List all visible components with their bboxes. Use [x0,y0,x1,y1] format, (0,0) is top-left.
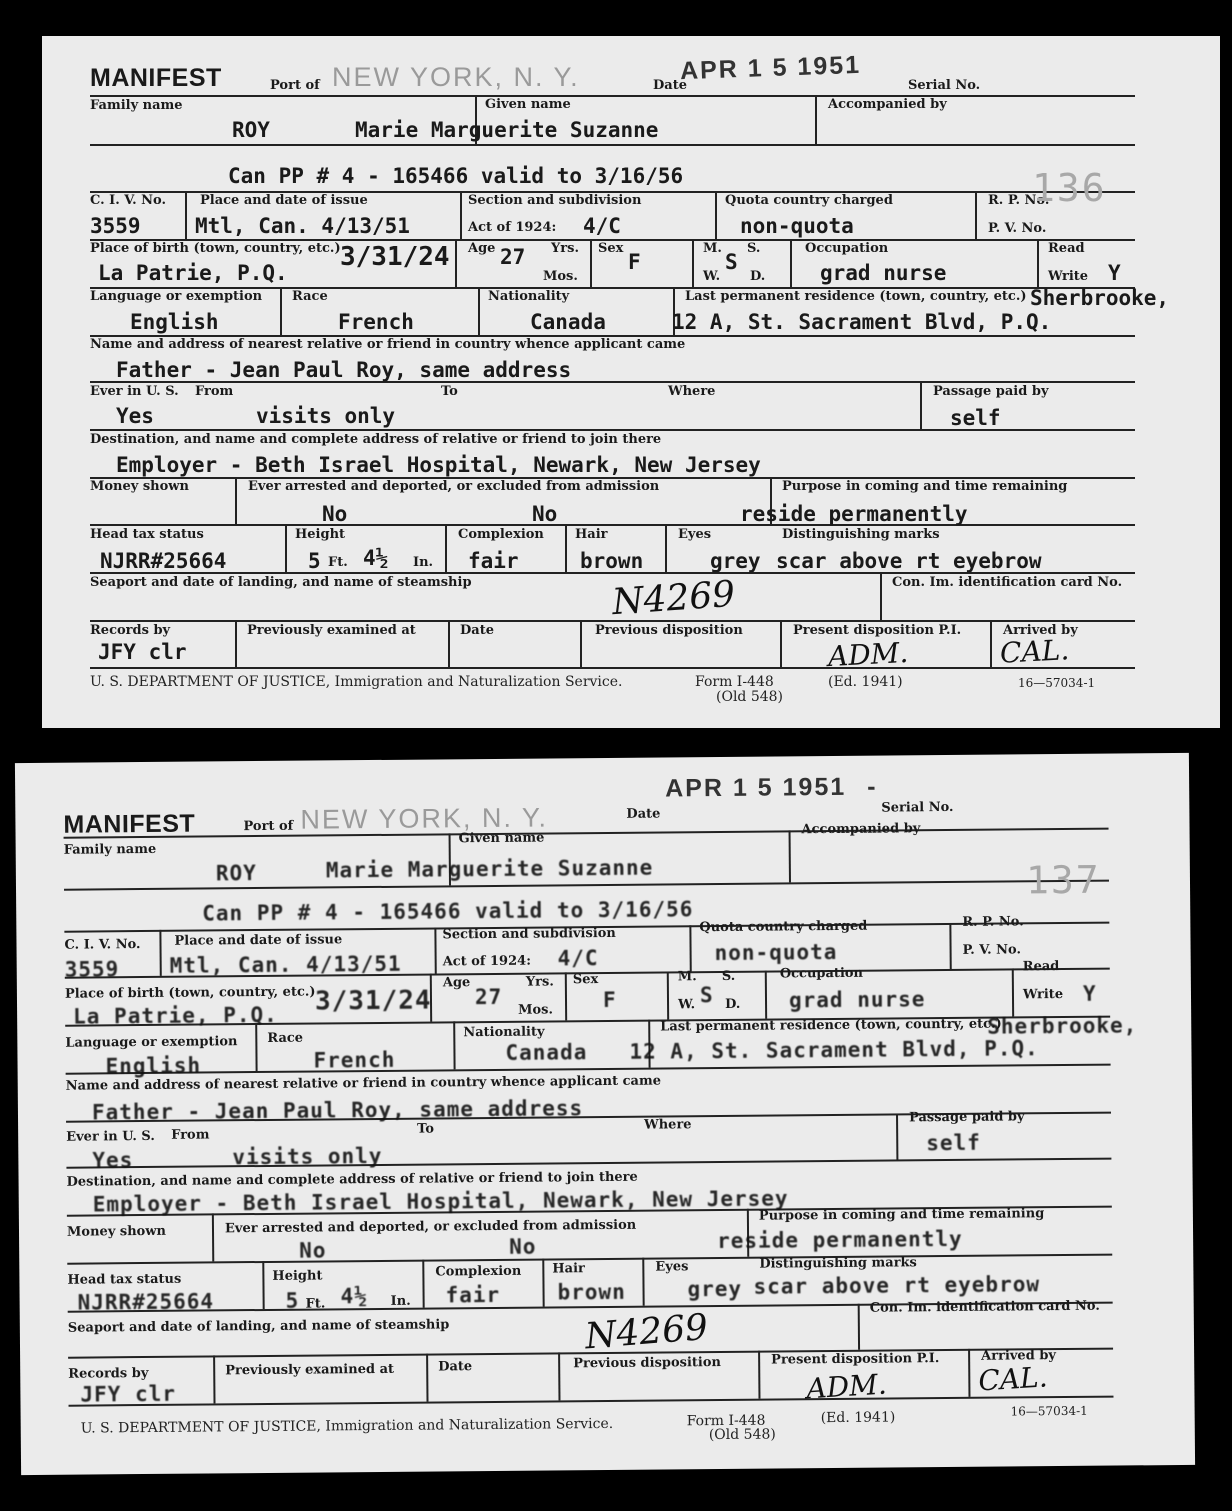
purpose-value: reside permanently [717,1226,963,1254]
arrived-handwritten-value: CAL. [977,1360,1049,1398]
place-date-issue-value: Mtl, Can. 4/13/51 [169,951,402,978]
label-pv-no: P. V. No. [962,942,1022,958]
label-from: From [195,384,234,399]
last-residence-city: Sherbrooke, [1030,286,1170,310]
age-value: 27 [474,984,503,1010]
label-head-tax: Head tax status [67,1271,182,1288]
label-distinguishing: Distinguishing marks [782,527,940,542]
label-prev-disposition: Previous disposition [595,623,743,638]
label-s: S. [721,968,736,984]
label-w: W. [703,269,721,284]
label-w: W. [677,997,696,1013]
age-value: 27 [500,245,526,269]
label-complexion: Complexion [435,1263,522,1280]
excluded-value: No [509,1234,537,1259]
height-ft-value: 5 [285,1288,300,1313]
eyes-value: grey [710,549,761,573]
label-write: Write [1048,269,1089,284]
label-race: Race [292,289,328,304]
seaport-handwritten-value: N4269 [583,1306,710,1358]
label-write: Write [1022,986,1064,1003]
label-read: Read [1022,959,1060,975]
label-port-of: Port of [243,818,294,835]
label-place-of-birth: Place of birth (town, country, etc.) [64,984,316,1002]
label-passage-paid: Passage paid by [933,384,1049,399]
height-in-value: 4½ [363,546,389,570]
label-prev-examined: Previously examined at [225,1361,395,1379]
label-ft: Ft. [305,1296,326,1312]
serial-stamp: 137 [1025,857,1101,903]
eyes-value: grey [687,1276,743,1302]
label-sex: Sex [572,972,599,988]
label-rp-no: R. P. No. [988,193,1050,208]
family-name-value: ROY [215,861,257,886]
label-date-2: Date [438,1359,473,1375]
label-family-name: Family name [90,98,183,113]
label-hair: Hair [575,527,608,542]
records-value: JFY clr [80,1381,177,1407]
footer-department: U. S. DEPARTMENT OF JUSTICE, Immigration and Naturalization Service. [80,1415,614,1437]
marks-value: scar above rt eyebrow [753,1272,1041,1299]
label-given-name: Given name [458,830,545,847]
label-ever-in-us: Ever in U. S. [90,384,179,399]
label-port-of: Port of [270,78,320,93]
hair-value: brown [557,1279,626,1305]
records-value: JFY clr [98,640,187,664]
label-ever-arrested: Ever arrested and deported, or excluded from admission [224,1217,637,1237]
label-arrived-by: Arrived by [1003,623,1078,638]
label-place-date-issue: Place and date of issue [200,193,368,208]
date-stamp-dash: - [867,772,878,801]
label-section-subdivision: Section and subdivision [442,925,616,943]
label-serial-no: Serial No. [908,78,981,93]
last-residence-city: Sherbrooke, [987,1013,1138,1039]
label-nearest-relative: Name and address of nearest relative or friend in country whence applicant came [65,1073,662,1094]
disposition-handwritten-value: ADM. [805,1367,888,1406]
passage-value: self [926,1130,981,1156]
relative-value: Father - Jean Paul Roy, same address [116,358,572,382]
form-title: MANIFEST [90,64,222,92]
last-residence-value: 12 A, St. Sacrament Blvd, P.Q. [672,310,1052,334]
civ-no-value: 3559 [90,214,141,238]
label-in: In. [390,1293,411,1309]
label-money-shown: Money shown [66,1223,167,1240]
label-records-by: Records by [90,623,171,638]
label-d: D. [724,996,741,1012]
label-date: Date [626,806,661,822]
seaport-handwritten-value: N4269 [610,573,737,624]
language-value: English [130,310,219,334]
visits-value: visits only [232,1143,383,1170]
label-in: In. [413,555,434,570]
label-con-im: Con. Im. identification card No. [892,575,1123,590]
ever-in-us-value: Yes [92,1148,134,1173]
label-passage-paid: Passage paid by [908,1109,1025,1126]
complexion-value: fair [445,1282,501,1308]
place-date-issue-value: Mtl, Can. 4/13/51 [195,214,410,238]
civ-no-value: 3559 [64,957,120,982]
label-nationality: Nationality [463,1024,545,1041]
serial-stamp: 136 [1032,166,1107,210]
label-civ-no: C. I. V. No. [90,193,167,208]
label-pv-no: P. V. No. [988,221,1047,236]
footer-edition: (Ed. 1941) [820,1409,896,1427]
label-con-im: Con. Im. identification card No. [869,1298,1100,1316]
label-prev-examined: Previously examined at [247,623,416,638]
label-sex: Sex [598,241,624,256]
passport-line: Can PP # 4 - 165466 valid to 3/16/56 [228,164,684,188]
label-d: D. [750,269,766,284]
label-age: Age [442,975,471,991]
label-purpose: Purpose in coming and time remaining [782,479,1068,494]
label-s: S. [747,241,761,256]
label-occupation: Occupation [779,965,864,982]
act-value: 4/C [583,214,621,238]
passage-value: self [950,406,1001,430]
purpose-value: reside permanently [740,502,968,526]
last-residence-value: 12 A, St. Sacrament Blvd, P.Q. [629,1036,1039,1064]
label-last-residence: Last permanent residence (town, country, etc.) [685,289,1027,304]
manifest-card-1 [42,36,1220,728]
relative-value: Father - Jean Paul Roy, same address [91,1096,584,1125]
height-in-value: 4½ [340,1284,368,1309]
form-title: MANIFEST [63,809,196,839]
label-act-1924: Act of 1924: [442,953,532,970]
race-value: French [338,310,414,334]
label-race: Race [267,1030,304,1046]
label-date: Date [653,78,687,93]
label-occupation: Occupation [805,241,889,256]
label-present-disposition: Present disposition P.I. [793,623,962,638]
label-ever-in-us: Ever in U. S. [66,1128,155,1145]
birth-place-value: La Patrie, P.Q. [73,1002,278,1029]
read-write-value: Y [1082,981,1097,1006]
label-nationality: Nationality [488,289,570,304]
label-serial-no: Serial No. [881,799,954,816]
passport-line: Can PP # 4 - 165466 valid to 3/16/56 [202,897,694,926]
label-accompanied-by: Accompanied by [801,821,921,838]
nationality-value: Canada [530,310,606,334]
head-tax-value: NJRR#25664 [100,549,227,573]
marital-value: S [699,983,714,1008]
label-age: Age [468,241,496,256]
port-stamp: NEW YORK, N. Y. [300,802,549,835]
label-yrs: Yrs. [551,241,579,256]
label-section-subdivision: Section and subdivision [468,193,642,208]
label-records-by: Records by [68,1365,149,1382]
label-place-date-issue: Place and date of issue [174,932,343,949]
hair-value: brown [580,549,644,573]
label-height: Height [272,1268,323,1284]
sex-value: F [602,987,617,1013]
footer-form: Form I-448 [686,1412,766,1430]
footer-old-form: (Old 548) [716,689,784,705]
arrived-handwritten-value: CAL. [999,633,1070,670]
label-money-shown: Money shown [90,479,189,494]
label-head-tax: Head tax status [90,527,204,542]
footer-form: Form I-448 [695,674,774,690]
label-quota-country: Quota country charged [699,918,868,936]
label-family-name: Family name [63,841,157,858]
label-read: Read [1048,241,1085,256]
language-value: English [105,1053,202,1079]
label-last-residence: Last permanent residence (town, country, etc.) [660,1016,1002,1035]
label-to: To [417,1121,435,1137]
footer-code: 16—57034-1 [1018,676,1096,690]
complexion-value: fair [468,549,519,573]
label-place-of-birth: Place of birth (town, country, etc.) [90,241,341,256]
height-ft-value: 5 [308,549,321,573]
port-stamp: NEW YORK, N. Y. [332,62,580,92]
label-given-name: Given name [485,97,571,112]
occupation-value: grad nurse [788,987,926,1013]
given-name-value: Marie Marguerite Suzanne [325,855,654,883]
label-height: Height [295,527,346,542]
label-accompanied-by: Accompanied by [828,97,947,112]
footer-edition: (Ed. 1941) [828,674,903,690]
arrested-value: No [299,1238,327,1263]
label-prev-disposition: Previous disposition [573,1354,722,1372]
label-ft: Ft. [328,555,348,570]
sex-value: F [628,250,641,274]
label-m: M. [677,969,697,985]
ever-in-us-value: Yes [116,404,154,428]
birth-date-value: 3/31/24 [314,985,432,1017]
label-eyes: Eyes [678,527,712,542]
label-seaport: Seaport and date of landing, and name of steamship [67,1317,450,1336]
head-tax-value: NJRR#25664 [77,1289,215,1315]
manifest-card-2 [15,753,1195,1475]
label-from: From [171,1127,210,1143]
label-where: Where [668,384,716,399]
quota-value: non-quota [714,939,838,966]
label-yrs: Yrs. [525,974,554,990]
label-quota-country: Quota country charged [725,193,893,208]
footer-old-form: (Old 548) [708,1426,776,1444]
label-distinguishing: Distinguishing marks [759,1255,917,1272]
label-civ-no: C. I. V. No. [64,937,141,953]
read-write-value: Y [1108,261,1121,285]
visits-value: visits only [256,404,396,428]
given-name-value: Marie Marguerite Suzanne [355,118,659,142]
excluded-value: No [532,502,558,526]
label-destination: Destination, and name and complete address of relative or friend to join there [90,432,662,447]
race-value: French [313,1047,396,1073]
occupation-value: grad nurse [820,261,947,285]
label-seaport: Seaport and date of landing, and name of steamship [90,575,472,590]
arrested-value: No [322,502,348,526]
birth-place-value: La Patrie, P.Q. [98,261,288,285]
footer-department: U. S. DEPARTMENT OF JUSTICE, Immigration and Naturalization Service. [90,674,623,690]
label-destination: Destination, and name and complete address of relative or friend to join there [66,1169,638,1190]
label-rp-no: R. P. No. [962,914,1024,930]
label-m: M. [703,241,722,256]
footer-code: 16—57034-1 [1010,1403,1088,1419]
label-hair: Hair [552,1261,585,1277]
marks-value: scar above rt eyebrow [776,549,1042,573]
marital-value: S [725,250,738,274]
label-nearest-relative: Name and address of nearest relative or friend in country whence applicant came [90,337,686,352]
label-date-2: Date [460,623,494,638]
destination-value: Employer - Beth Israel Hospital, Newark, New Jersey [92,1186,789,1217]
label-language: Language or exemption [65,1034,238,1051]
label-ever-arrested: Ever arrested and deported, or excluded from admission [248,479,660,494]
nationality-value: Canada [505,1040,588,1065]
label-to: To [441,384,458,399]
label-arrived-by: Arrived by [981,1348,1057,1364]
quota-value: non-quota [740,214,854,238]
disposition-handwritten-value: ADM. [827,635,910,674]
date-stamp: APR 1 5 1951 [665,772,847,803]
label-present-disposition: Present disposition P.I. [771,1351,940,1368]
label-language: Language or exemption [90,289,263,304]
family-name-value: ROY [232,118,270,142]
label-complexion: Complexion [458,527,544,542]
label-purpose: Purpose in coming and time remaining [758,1206,1045,1224]
label-where: Where [644,1117,692,1133]
label-mos: Mos. [543,269,578,284]
act-value: 4/C [557,946,599,971]
label-act-1924: Act of 1924: [468,220,557,235]
date-stamp: APR 1 5 1951 [679,50,862,86]
destination-value: Employer - Beth Israel Hospital, Newark, New Jersey [116,453,761,477]
label-eyes: Eyes [655,1259,689,1275]
birth-date-value: 3/31/24 [340,242,450,272]
label-mos: Mos. [518,1002,554,1018]
